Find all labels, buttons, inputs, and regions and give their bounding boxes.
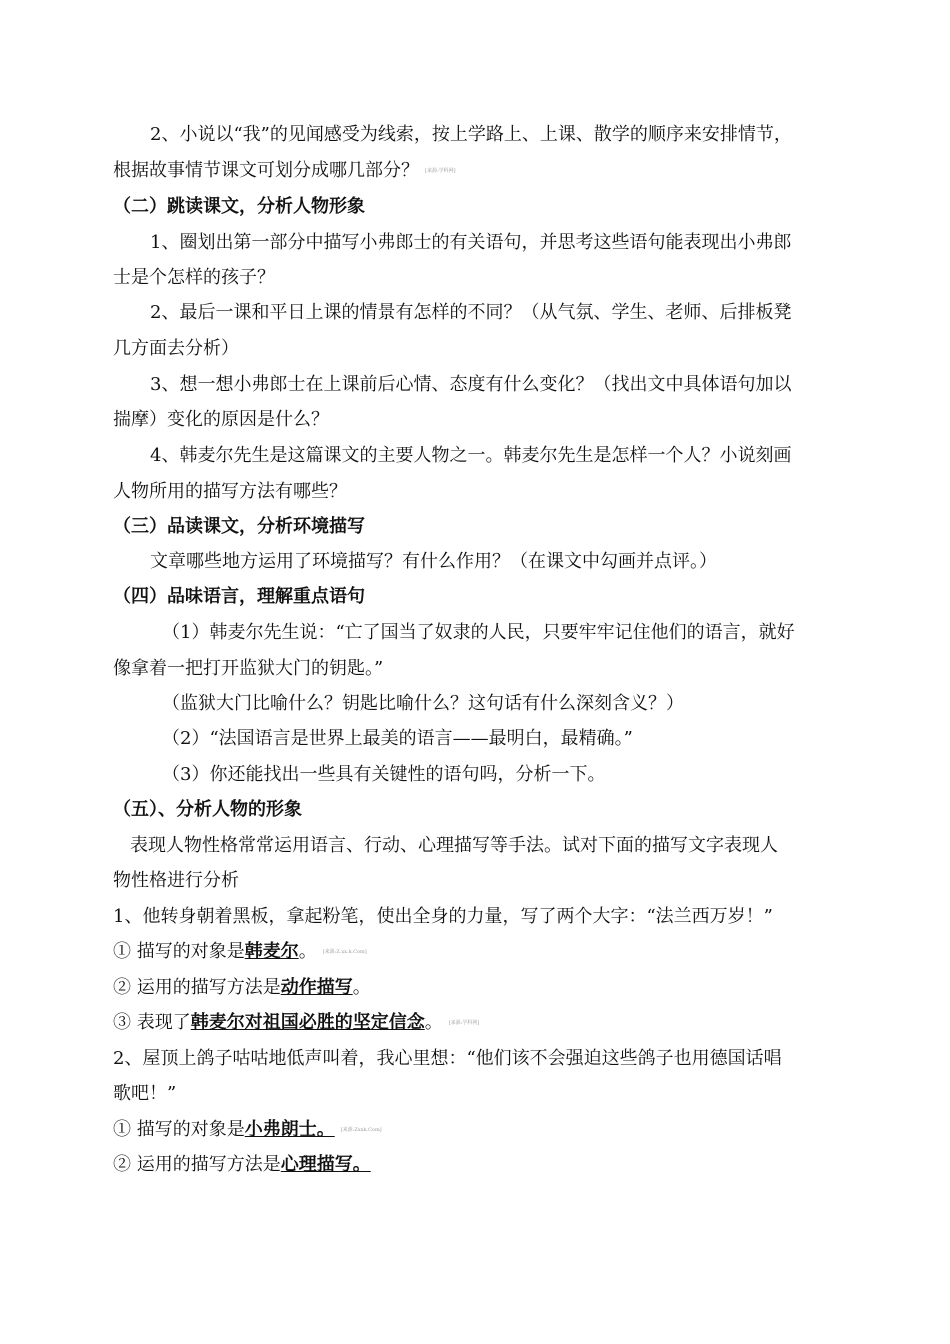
answer-prompt: ② 运用的描写方法是 [113,977,281,998]
q5-item-1-answer-3 [0,1010,950,1036]
q3-item: 文章哪些地方运用了环境描写？有什么作用？（在课文中勾画并点评。） [150,551,717,572]
answer-punct: 。 [424,1012,443,1033]
answer-prompt: ③ 表现了 [113,1012,191,1033]
q2-item-3-cont: 揣摩）变化的原因是什么？ [113,409,329,430]
answer-prompt: ① 描写的对象是 [113,1119,245,1140]
watermark-text: [来源:学科网] [425,168,456,174]
q5-item-1: 1、他转身朝着黑板，拿起粉笔，使出全身的力量，写了两个大字：“法兰西万岁！” [113,906,773,927]
q5-item-2-answer-1 [0,1117,950,1143]
watermark-text: [来源:学科网] [448,1020,480,1026]
answer-text: 韩麦尔 [244,941,299,962]
question-2-cont [0,158,950,184]
section-heading-4: （四）品味语言，理解重点语句 [113,586,365,607]
answer-text: 心理描写。 [280,1154,371,1175]
q5-intro-cont: 物性格进行分析 [113,870,239,891]
q2-item-1-cont: 士是个怎样的孩子？ [113,267,275,288]
answer-text: 动作描写 [280,977,353,998]
answer-punct: 。 [352,977,371,998]
q2-item-3: 3、想一想小弗郎士在上课前后心情、态度有什么变化？（找出文中具体语句加以 [150,374,792,395]
question-2-text-cont: 根据故事情节课文可划分成哪几部分？ [113,160,419,181]
q4-item-1-cont: 像拿着一把打开监狱大门的钥匙。” [113,658,384,679]
q2-item-2: 2、最后一课和平日上课的情景有怎样的不同？（从气氛、学生、老师、后排板凳 [150,302,792,323]
section-heading-2: （二）跳读课文，分析人物形象 [113,196,365,217]
q5-item-1-answer-2 [0,975,950,1001]
watermark-text: [来源:Zxxk.Com] [340,1127,382,1133]
answer-prompt: ② 运用的描写方法是 [113,1154,281,1175]
q4-item-1-note: （监狱大门比喻什么？钥匙比喻什么？这句话有什么深刻含义？） [162,693,684,714]
q5-item-2-cont: 歌吧！” [113,1083,177,1104]
question-2 [0,122,950,148]
q2-item-4-cont: 人物所用的描写方法有哪些？ [113,481,347,502]
q4-item-2: （2）“法国语言是世界上最美的语言——最明白，最精确。” [162,728,633,749]
watermark-text: [来源:Z.xx.k.Com] [322,949,367,955]
q5-item-2: 2、屋顶上鸽子咕咕地低声叫着，我心里想：“他们该不会强迫这些鸽子也用德国话唱 [113,1048,782,1069]
q5-intro: 表现人物性格常常运用语言、行动、心理描写等手法。试对下面的描写文字表现人 [130,835,778,856]
question-2-text: 2、小说以“我”的见闻感受为线索，按上学路上、上课、散学的顺序来安排情节， [150,124,792,145]
section-heading-5: （五）、分析人物的形象 [113,799,302,820]
answer-punct: 。 [298,941,317,962]
q5-item-2-answer-2 [0,1152,950,1178]
answer-text: 小弗朗士。 [244,1119,335,1140]
q5-item-1-answer-1 [0,939,950,965]
answer-prompt: ① 描写的对象是 [113,941,245,962]
section-heading-3: （三）品读课文，分析环境描写 [113,516,365,537]
q2-item-4: 4、韩麦尔先生是这篇课文的主要人物之一。韩麦尔先生是怎样一个人？小说刻画 [150,445,792,466]
q4-item-3: （3）你还能找出一些具有关键性的语句吗，分析一下。 [162,764,606,785]
q2-item-1: 1、圈划出第一部分中描写小弗郎士的有关语句，并思考这些语句能表现出小弗郎 [150,232,792,253]
q4-item-1: （1）韩麦尔先生说：“亡了国当了奴隶的人民，只要牢牢记住他们的语言，就好 [162,622,795,643]
answer-text: 韩麦尔对祖国必胜的坚定信念 [190,1012,425,1033]
q2-item-2-cont: 几方面去分析） [113,338,239,359]
